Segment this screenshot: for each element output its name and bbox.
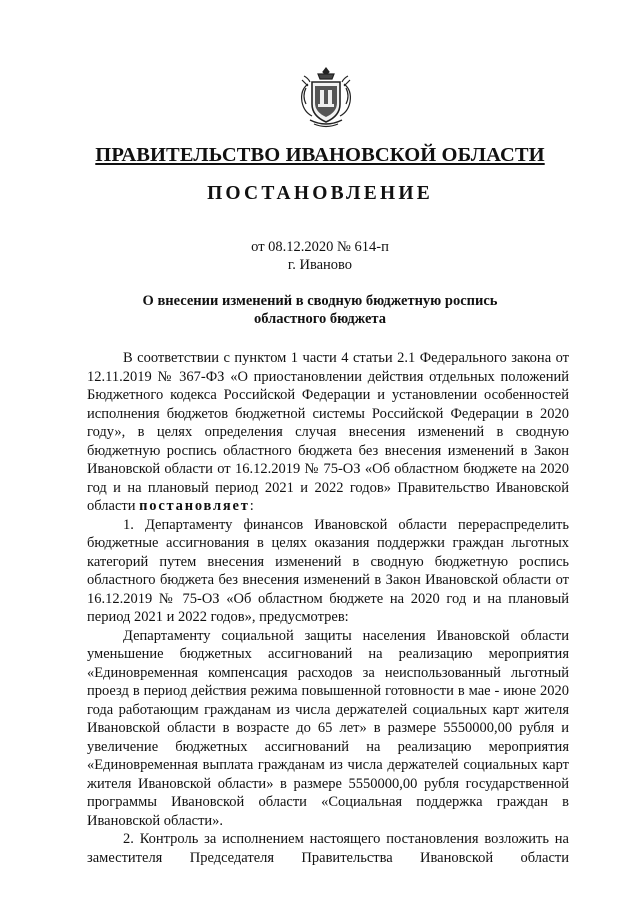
subject-line-2: областного бюджета: [254, 311, 386, 327]
city: г. Иваново: [287, 257, 353, 273]
preamble-text: В соответствии с пунктом 1 части 4 статьи 2.1 Федерального закона от 12.11.2019 № 367-ФЗ «О приостановлении действия отдельных положений Бюджетного кодекса Российской Федерации и установлении особенностей исполнения бюджетов бюджетной системы Российской Федерации в 2020 году», в целях определения случая внесения изменений в сводную бюджетную роспись областного бюджета без внесения изменений в Закон Ивановской области от 16.12.2019 № 75-ОЗ «Об областном бюджете на 2020 год и на плановый период 2021 и 2022 годов» Правительство Ивановской области: [87, 350, 569, 514]
preamble-colon: :: [249, 498, 254, 514]
document-type-heading: ПОСТАНОВЛЕНИЕ: [207, 183, 433, 204]
decree-word: постановляет: [139, 498, 250, 514]
item-1-detail-paragraph: Департаменту социальной защиты населения Ивановской области уменьшение бюджетных ассигнований на реализацию мероприятия «Единовременная компенсация расходов за неиспользованный льготный проезд в период действия режима повышенной готовности в мае - июне 2020 года работающим гражданам из числа держателей социальных карт жителя Ивановской области в возрасте до 65 лет» в размере 5550000,00 рубля и увеличение бюджетных ассигнований на реализацию мероприятия «Единовременная выплата гражданам из числа держателей социальных карт жителя Ивановской области» в размере 5550000,00 рубля государственной программы Ивановской области «Социальная поддержка граждан в Ивановской области».: [87, 627, 569, 829]
item-2-paragraph: 2. Контроль за исполнением настоящего постановления возложить на заместителя Председателя Правительства Ивановской области: [87, 831, 569, 866]
item-1-paragraph: 1. Департаменту финансов Ивановской области перераспределить бюджетные ассигнования в целях оказания поддержки граждан льготных категорий путем внесения изменений в сводную бюджетную роспись областного бюджета без внесения изменений в Закон Ивановской области от 16.12.2019 № 75-ОЗ «Об областном бюджете на 2020 год и на плановый период 2021 и 2022 годов», предусмотрев:: [87, 516, 569, 625]
subject-line-1: О внесении изменений в сводную бюджетную роспись: [142, 293, 498, 309]
document-subject: [120, 292, 520, 328]
coat-of-arms-emblem: [296, 62, 356, 130]
preamble-paragraph: [87, 349, 569, 516]
date-number: от 08.12.2020 № 614-п: [251, 239, 389, 255]
document-body: [87, 349, 569, 867]
government-title: ПРАВИТЕЛЬСТВО ИВАНОВСКОЙ ОБЛАСТИ: [95, 144, 545, 166]
